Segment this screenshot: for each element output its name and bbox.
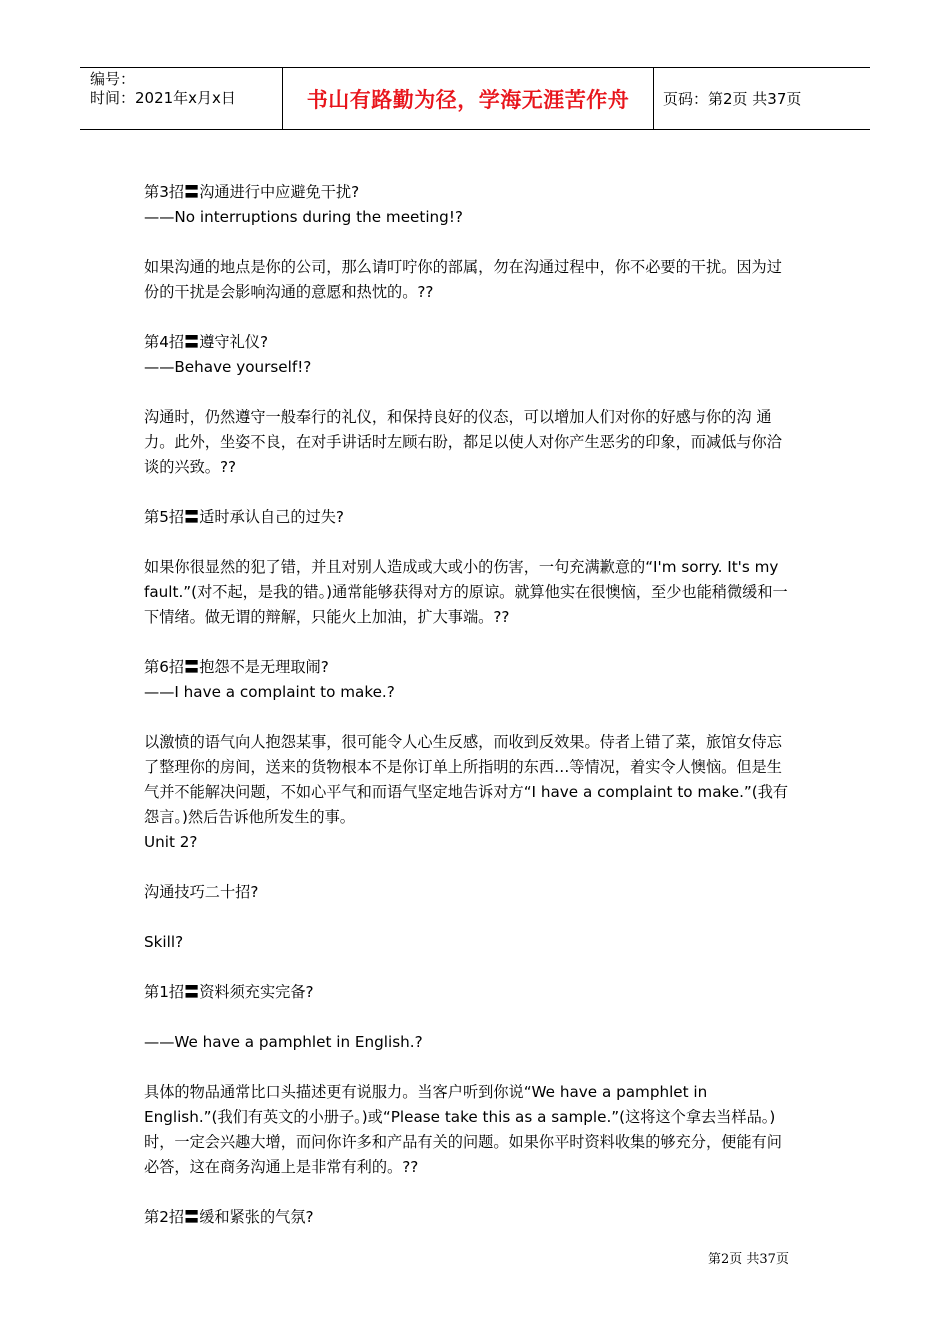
paragraph-gap [144,305,790,330]
paragraph-gap [144,705,790,730]
body-paragraph: 具体的物品通常比口头描述更有说服力。当客户听到你说“We have a pamphlet in English.”(我们有英文的小册子。)或“Please take this as a sample.”(这将这个拿去当样品。)时，一定会兴趣大增，而问你许多和产品有关的问题。如果你平时资料收集的够充分，便能有问必答，这在商务沟通上是非常有利的。?? [144,1083,782,1176]
document-time-label: 时间：2021年x月x日 [90,89,236,107]
paragraph-gap [144,630,790,655]
body-paragraph: ——Behave yourself!? [144,358,312,376]
body-paragraph: 如果沟通的地点是你的公司，那么请叮咛你的部属，勿在沟通过程中，你不必要的干扰。因为过份的干扰是会影响沟通的意愿和热忱的。?? [144,258,782,301]
document-number-label: 编号： [90,70,136,88]
document-body [144,180,790,1230]
body-paragraph: ——No interruptions during the meeting!? [144,208,463,226]
header-page-label: 页码：第2页 共37页 [663,90,802,108]
body-paragraph: ——I have a complaint to make.? [144,683,395,701]
body-paragraph: 沟通时，仍然遵守一般奉行的礼仪，和保持良好的仪态，可以增加人们对你的好感与你的沟 通力。此外，坐姿不良，在对手讲话时左顾右盼，都足以使人对你产生恶劣的印象，而减低与你洽谈的兴致。?? [144,408,782,476]
paragraph-gap [144,480,790,505]
body-paragraph: 第1招〓资料须充实完备? [144,983,314,1001]
body-paragraph: 如果你很显然的犯了错，并且对别人造成或大或小的伤害，一句充满歉意的“I'm sorry. It's my fault.”(对不起，是我的错。)通常能够获得对方的原谅。就算他实在很懊恼，至少也能稍微缓和一下情绪。做无谓的辩解，只能火上加油，扩大事端。?? [144,558,788,626]
body-paragraph: Unit 2? [144,833,198,851]
paragraph-gap [144,1055,790,1080]
paragraph-gap [144,380,790,405]
body-paragraph: 沟通技巧二十招? [144,883,259,901]
body-paragraph: 第6招〓抱怨不是无理取闹? [144,658,329,676]
body-paragraph: 以激愤的语气向人抱怨某事，很可能令人心生反感，而收到反效果。侍者上错了菜，旅馆女侍忘了整理你的房间，送来的货物根本不是你订单上所指明的东西…等情况，着实令人懊恼。但是生气并不能解决问题，不如心平气和而语气坚定地告诉对方“I have a complaint to make.”(我有怨言。)然后告诉他所发生的事。 [144,733,789,826]
body-paragraph: 第5招〓适时承认自己的过失? [144,508,344,526]
header-motto: 书山有路勤为径，学海无涯苦作舟 [282,68,654,129]
paragraph-gap [144,230,790,255]
body-paragraph: 第2招〓缓和紧张的气氛? [144,1208,314,1226]
body-paragraph: ——We have a pamphlet in English.? [144,1033,423,1051]
header-table [80,67,870,130]
paragraph-gap [144,530,790,555]
body-paragraph: Skill? [144,933,184,951]
paragraph-gap [144,905,790,930]
paragraph-gap [144,955,790,980]
paragraph-gap [144,1180,790,1205]
paragraph-gap [144,1005,790,1030]
header-left-cell [80,68,282,129]
paragraph-gap [144,855,790,880]
body-paragraph: 第3招〓沟通进行中应避免干扰? [144,183,360,201]
body-paragraph: 第4招〓遵守礼仪? [144,333,269,351]
footer-page-number: 第2页 共37页 [708,1252,789,1267]
